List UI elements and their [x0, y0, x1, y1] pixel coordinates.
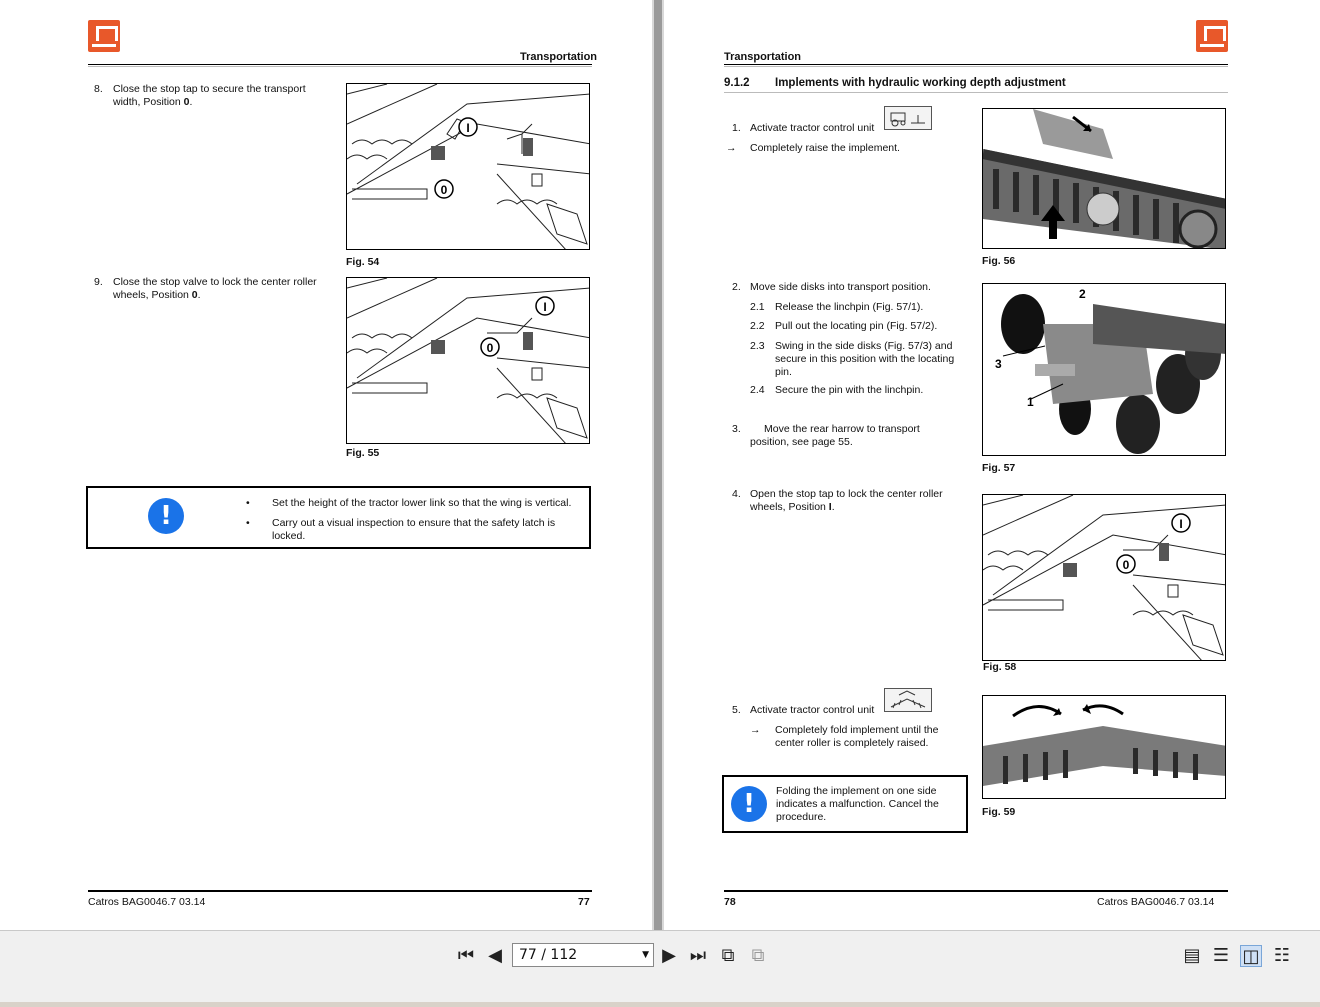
- footer-doc-id: Catros BAG0046.7 03.14: [88, 896, 206, 908]
- figure-56: [982, 108, 1226, 249]
- step-result: Completely fold implement until the center roller is completely raised.: [775, 724, 939, 749]
- position-label: 0: [440, 183, 448, 197]
- first-page-icon[interactable]: ⏮: [457, 945, 475, 966]
- substep-text: Pull out the locating pin (Fig. 57/2).: [775, 320, 938, 332]
- page-number: 77: [578, 896, 590, 908]
- position-label: 0: [1122, 558, 1130, 572]
- continuous-icon[interactable]: ☰: [1212, 945, 1230, 966]
- info-icon: !: [731, 786, 767, 822]
- figure-54: [346, 83, 590, 250]
- section-title: Implements with hydraulic working depth adjustment: [775, 77, 1066, 89]
- valve-drawing: [347, 278, 590, 444]
- page-header: Transportation: [724, 51, 802, 63]
- valve-drawing: [983, 495, 1226, 661]
- header-rule: [88, 64, 592, 67]
- two-page-icon[interactable]: ◫: [1240, 945, 1262, 967]
- bullet-icon: •: [246, 517, 250, 529]
- step-text: Move the rear harrow to transport position, see page 55.: [750, 423, 920, 448]
- figure-caption: Fig. 58: [983, 661, 1017, 673]
- side-disk-photo: [983, 284, 1226, 456]
- amazone-logo: [1196, 20, 1228, 52]
- prev-page-icon[interactable]: ◀: [488, 945, 502, 966]
- notice-box: [722, 775, 968, 833]
- info-icon: !: [148, 498, 184, 534]
- chevron-down-icon: ▼: [642, 950, 649, 960]
- fold-control-icon: [884, 688, 932, 712]
- footer-rule: [724, 890, 1228, 892]
- figure-caption: Fig. 57: [982, 462, 1016, 474]
- go-back-icon[interactable]: ⧉: [721, 945, 735, 966]
- section-rule: [724, 92, 1228, 93]
- notice-item: Carry out a visual inspection to ensure that the safety latch is locked.: [272, 517, 556, 542]
- footer-doc-id: Catros BAG0046.7 03.14: [1097, 896, 1215, 908]
- step-text: Close the stop valve to lock the center roller wheels, Position 0.: [113, 276, 317, 301]
- arrow-icon: →: [750, 724, 761, 736]
- tractor-control-icon: [884, 106, 932, 130]
- substep-number: 2.2: [750, 320, 765, 332]
- substep-text: Release the linchpin (Fig. 57/1).: [775, 301, 924, 313]
- step-number: 4.: [732, 488, 741, 500]
- window-bottom-edge: [0, 1002, 1320, 1007]
- substep-text: Swing in the side disks (Fig. 57/3) and secure in this position with the locating pin.: [775, 340, 955, 378]
- page-indicator: 77 / 112: [519, 947, 578, 963]
- page-77: [0, 0, 652, 930]
- step-result: Completely raise the implement.: [750, 142, 900, 154]
- next-page-icon[interactable]: ▶: [662, 945, 676, 966]
- notice-text: Folding the implement on one side indicates a malfunction. Cancel the procedure.: [776, 785, 939, 823]
- position-label: I: [543, 300, 547, 314]
- step-text: Move side disks into transport position.: [750, 281, 931, 293]
- position-label: I: [466, 121, 470, 135]
- single-page-icon[interactable]: ▤: [1183, 945, 1201, 966]
- page-number-select[interactable]: [512, 943, 654, 967]
- figure-caption: Fig. 55: [346, 447, 380, 459]
- figure-caption: Fig. 59: [982, 806, 1016, 818]
- folding-photo: [983, 696, 1226, 799]
- figure-55: [346, 277, 590, 444]
- callout-2: 2: [1079, 287, 1086, 301]
- position-label: I: [1179, 517, 1183, 531]
- footer-rule: [88, 890, 592, 892]
- amazone-logo: [88, 20, 120, 52]
- callout-3: 3: [995, 357, 1002, 371]
- substep-text: Secure the pin with the linchpin.: [775, 384, 924, 396]
- step-number: 2.: [732, 281, 741, 293]
- page-header: Transportation: [520, 51, 598, 63]
- figure-caption: Fig. 56: [982, 255, 1016, 267]
- figure-57: [982, 283, 1226, 456]
- step-number: 5.: [732, 704, 741, 716]
- step-text: Activate tractor control unit: [750, 122, 875, 134]
- substep-number: 2.4: [750, 384, 765, 396]
- notice-item: Set the height of the tractor lower link so that the wing is vertical.: [272, 497, 572, 509]
- step-text: Close the stop tap to secure the transport width, Position 0.: [113, 83, 306, 108]
- implement-photo: [983, 109, 1226, 249]
- notice-box: [86, 486, 591, 549]
- figure-58: [982, 494, 1226, 661]
- step-number: 9.: [94, 276, 103, 288]
- step-number: 3.: [732, 423, 741, 435]
- viewer-toolbar: [0, 930, 1320, 1007]
- substep-number: 2.3: [750, 340, 765, 352]
- section-number: 9.1.2: [724, 77, 750, 89]
- page-number: 78: [724, 896, 736, 908]
- bullet-icon: •: [246, 497, 250, 509]
- go-forward-icon[interactable]: ⧉: [751, 945, 765, 966]
- figure-59: [982, 695, 1226, 799]
- substep-number: 2.1: [750, 301, 765, 313]
- figure-caption: Fig. 54: [346, 256, 380, 268]
- page-gutter: [652, 0, 664, 930]
- position-label: 0: [486, 341, 494, 355]
- valve-drawing: [347, 84, 590, 250]
- callout-1: 1: [1027, 395, 1034, 409]
- two-page-continuous-icon[interactable]: ☷: [1273, 945, 1291, 966]
- header-rule: [724, 64, 1228, 67]
- step-number: 8.: [94, 83, 103, 95]
- step-text: Activate tractor control unit: [750, 704, 875, 716]
- last-page-icon[interactable]: ⏭: [689, 945, 707, 966]
- arrow-icon: →: [726, 142, 737, 154]
- page-78: [664, 0, 1320, 930]
- step-number: 1.: [732, 122, 741, 134]
- step-text: Open the stop tap to lock the center roller wheels, Position I.: [750, 488, 943, 513]
